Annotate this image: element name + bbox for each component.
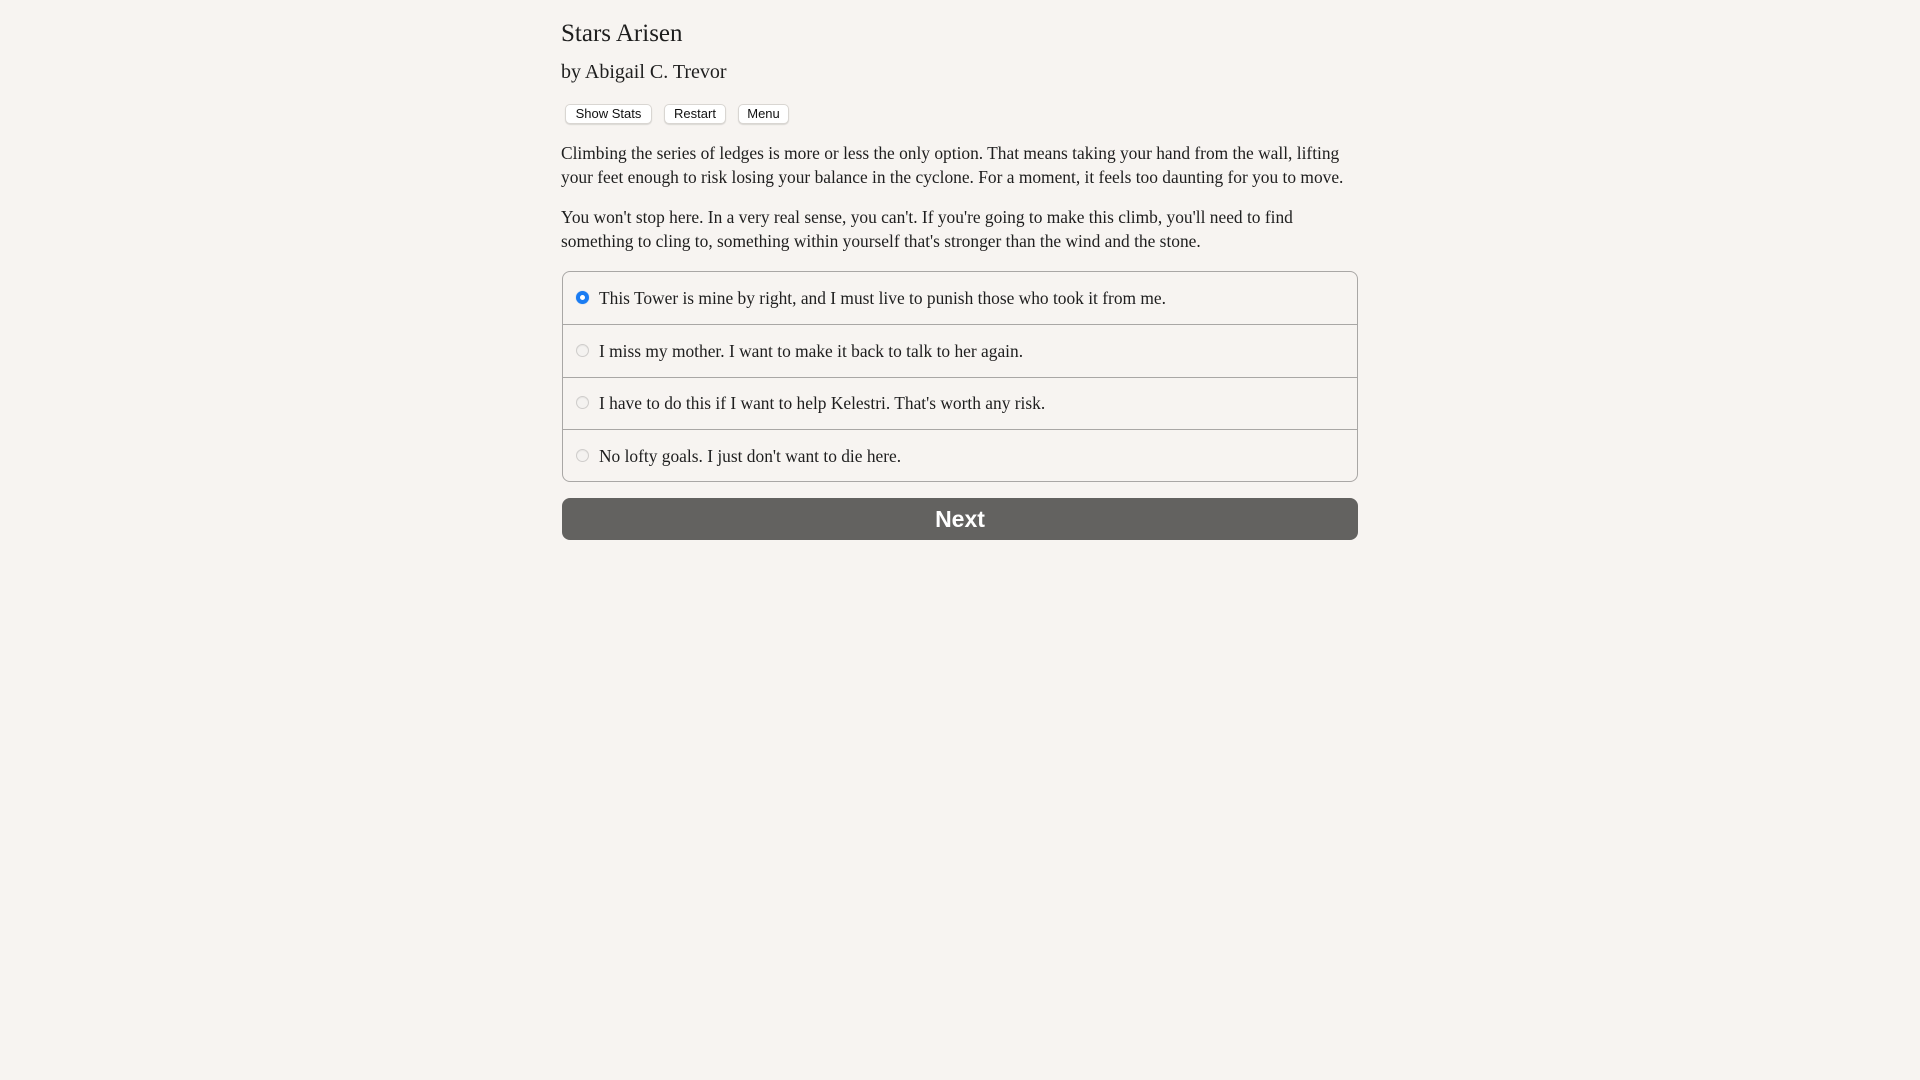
passage-paragraph: Climbing the series of ledges is more or less the only option. That means taking your hand from the wall, lifting your feet enough to risk losing your balance in the cyclone. For a moment, it feels too daunting for you to move. [561,143,1344,187]
radio-button[interactable] [576,344,589,357]
choice-option-1[interactable] [563,272,1357,324]
next-button[interactable]: Next [562,498,1358,540]
choice-option-2[interactable] [563,324,1357,377]
show-stats-button[interactable]: Show Stats [565,104,652,124]
passage-paragraph: You won't stop here. In a very real sense, you can't. If you're going to make this climb, you'll need to find something to cling to, something within yourself that's stronger than the wind and the stone. [561,207,1293,251]
choice-list [562,271,1358,482]
game-author: by Abigail C. Trevor [561,61,727,83]
radio-button[interactable] [576,449,589,462]
restart-button[interactable]: Restart [664,104,726,124]
choice-label: No lofty goals. I just don't want to die here. [599,445,902,466]
radio-button[interactable] [576,396,589,409]
toolbar [565,104,801,125]
menu-button[interactable]: Menu [738,104,789,124]
choice-option-3[interactable] [563,377,1357,430]
game-title: Stars Arisen [561,20,683,47]
choice-option-4[interactable] [563,429,1357,482]
choice-label: I miss my mother. I want to make it back to talk to her again. [599,340,1024,361]
choice-label: I have to do this if I want to help Kelestri. That's worth any risk. [599,393,1046,414]
radio-button-selected[interactable] [576,291,589,304]
choice-label: This Tower is mine by right, and I must live to punish those who took it from me. [599,288,1166,308]
